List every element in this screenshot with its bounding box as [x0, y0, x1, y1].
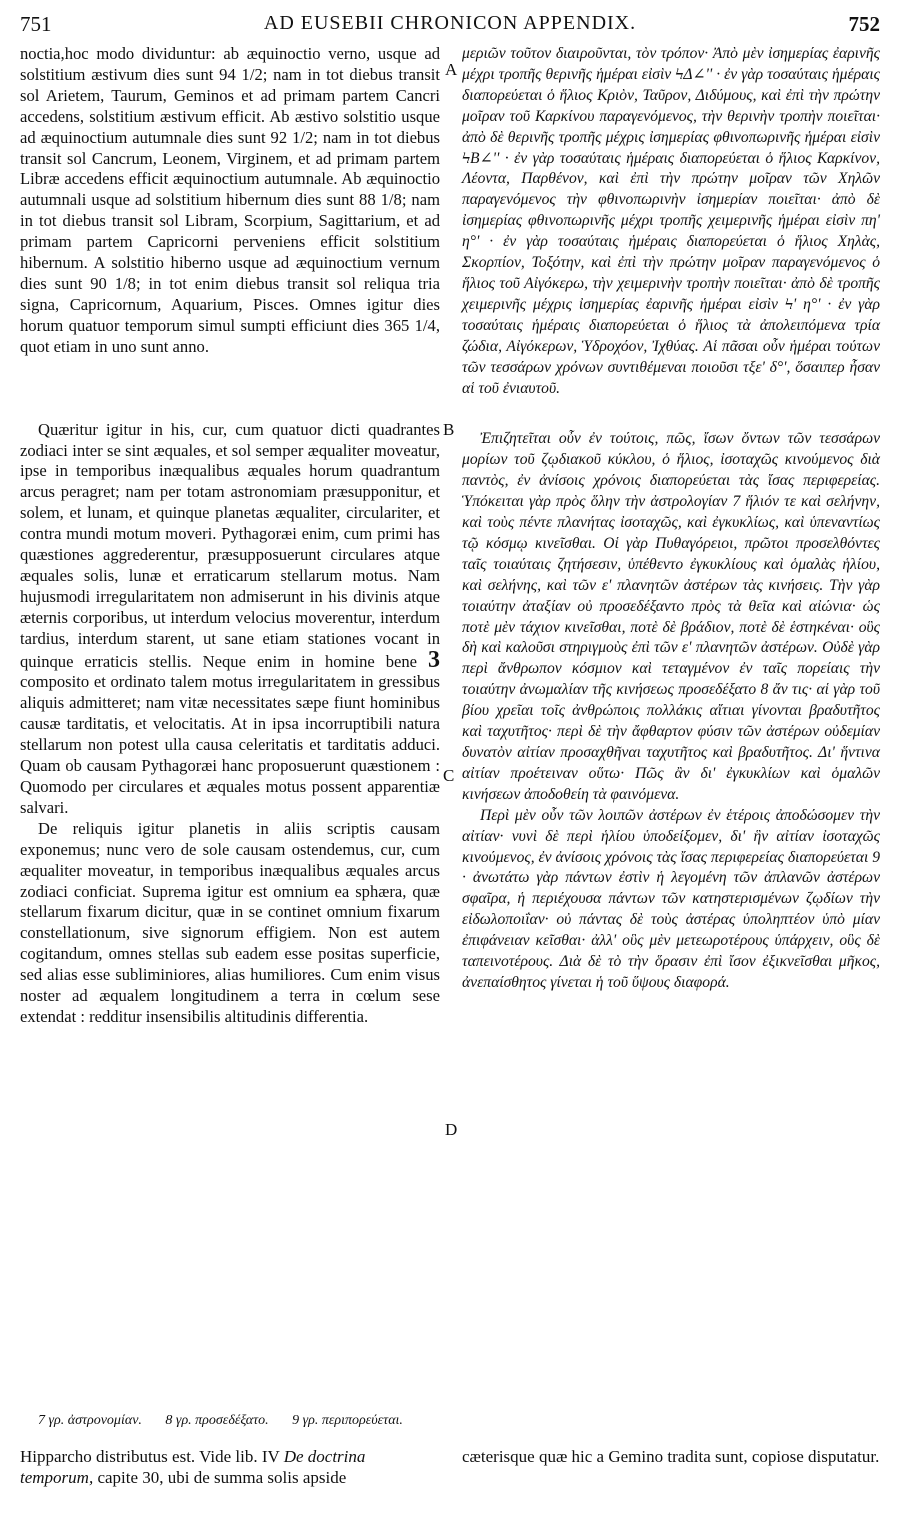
running-title: AD EUSEBII CHRONICON APPENDIX.: [263, 12, 637, 34]
greek-paragraph-2: Ἐπιζητεῖται οὖν ἐν τούτοις, πῶς, ἴσων ὄντων τῶν τεσσάρων μορίων τοῦ ζῳδιακοῦ κύκλου, ὁ ἥλιος, ἰσοταχῶς κινούμενος διὰ παντὸς, ἐν ἀνίσοις χρόνοις διαπορεύεται τὰς ἴσας περιφερείας. Ὑπόκειται γὰρ πρὸς ὅλην τὴν ἀστρολογίαν 7 ἥλιόν τε καὶ σελήνην, καὶ τοὺς πέντε πλανήτας ἰσοταχῶς, καὶ ἐγκυκλίως, καὶ ὑπεναντίως τῷ κόσμῳ κινεῖσθαι. Οἱ γὰρ Πυθαγόρειοι, πρῶτοι προσελθόντες ταῖς τοιαύταις ζητήσεσιν, ὑπέθεντο ἐγκυκλίους καὶ ὁμαλὰς ἡλίου, καὶ σελήνης, καὶ τῶν ε' πλανητῶν ἀστέρων τὰς κινήσεις. Τὴν γὰρ τοιαύτην ἀταξίαν οὐ προσεδέξαντο πρὸς τὰ θεῖα καὶ αἰώνια· ὡς ποτὲ μὲν τάχιον κινεῖσθαι, ποτὲ δὲ βράδιον, ποτὲ δὲ ἑστηκέναι· οὓς δὴ καὶ καλοῦσι στηριγμοὺς ἐπὶ τῶν ε' πλανητῶν ἀστέρων. Οὐδὲ γὰρ περὶ ἄνθρωπον κόσμιον καὶ τεταγμένον ἐν ταῖς πορείαις τὴν τοιαύτην ἀνωμαλίαν τῆς κινήσεως προσεδέξατο 8 ἄν τις· αἱ γὰρ τοῦ βίου χρεῖαι τοῖς ἀνθρώποις πολλάκις αἴτιαι γίνονται βραδυτῆτος καὶ ταχυτῆτος· περὶ δὲ τὴν ἄφθαρτον φύσιν τῶν ἀστέρων οὐδεμίαν δυνατὸν αἰτίαν προσαχθῆναι ταχυτῆτος καὶ βραδυτῆτος. Δι' ἥντινα αἰτίαν προέτειναν οὕτω· Πῶς ἂν δι' ἐγκυκλίων καὶ ὁμαλῶν κινήσεων ἀποδοθείη τὰ φαινόμενα.: [462, 430, 880, 803]
page-number-left: 751: [20, 12, 52, 36]
greek-column: [462, 44, 880, 994]
latin-paragraph-2: [20, 420, 440, 819]
greek-paragraph-1: μεριῶν τοῦτον διαιροῦνται, τὸν τρόπον· Ἀπὸ μὲν ἰσημερίας ἐαρινῆς μέχρι τροπῆς θερινῆς ἡμέραι εἰσὶν ϞΔ∠'' · ἐν γὰρ τοσαύταις ἡμέραις διαπορεύεται ὁ ἥλιος Κριὸν, Ταῦρον, Διδύμους, καὶ ἐπὶ τὴν πρώτην μοῖραν τοῦ Καρκίνου παραγενόμενος, τὴν θερινὴν τροπὴν ποιεῖται· ἀπὸ δὲ θερινῆς τροπῆς μέχρις ἰσημερίας φθινοπωρινῆς ἡμέραι εἰσὶν ϞΒ∠'' · ἐν γὰρ τοσαύταις ἡμέραις διαπορεύεται ὁ ἥλιος Καρκίνον, Λέοντα, Παρθένον, καὶ ἐπὶ τὴν πρώτην μοῖραν τῶν Χηλῶν παραγενόμενος τὴν φθινοπωρινὴν ἰσημερίαν ποιεῖται· ἀπὸ δὲ ἰσημερίας φθινοπωρινῆς μέχρι τροπῆς χειμερινῆς ἡμέραι εἰσὶν πη' η°' · ἐν γὰρ τοσαύταις ἡμέραις διαπορεύεται ὁ ἥλιος Χηλὰς, Σκορπίον, Τοξότην, καὶ ἐπὶ τὴν πρώτην μοῖραν παραγενόμενος ὁ ἥλιος τοῦ Αἰγόκερω, τὴν χειμερινὴν τροπὴν ποιεῖται· ἀπὸ δὲ τροπῆς χειμερινῆς μέχρις ἰσημερίας ἐαρινῆς ἡμέραι εἰσὶν Ϟ' η°' · ἐν γὰρ τοσαύταις ἡμέραις διαπορεύεται ὁ ἥλιος τὰ ἀπολειπόμενα τρία ζώδια, Αἰγόκερων, Ὑδροχόον, Ἰχθύας. Αἱ πᾶσαι οὖν ἡμέραι τούτων τῶν τεσσάρων χρόνων συντιθέμεναι ποιοῦσι τξε' δ°', ὅσαιπερ ἦσαν αἱ τοῦ ἐνιαυτοῦ.: [462, 45, 880, 397]
bottom-note-left: [20, 1446, 440, 1488]
bottom-note-left-a: Hipparcho distributus est. Vide lib. IV: [20, 1447, 284, 1466]
footnotes: [38, 1413, 423, 1429]
greek-gap: [462, 399, 880, 429]
bottom-note-right: cæterisque quæ hic a Gemino tradita sunt, copiose disputatur.: [462, 1447, 880, 1466]
margin-letter-c: C: [443, 766, 455, 785]
footnote-7: 7 γρ. ἀστρονομίαν.: [38, 1413, 142, 1428]
latin-paragraph-2a: Quæritur igitur in his, cur, cum quatuor dicti quadrantes zodiaci inter se sint æquales, et sol semper æqualiter moveatur, ipse in temporibus inæqualibus æquales horum quadrantum arcus peragret; nam per totam astronomiam præsupponitur, et solem, et lunam, et quinque planetas æqualiter, circulariter, et contra mundi motum moveri. Pythagoræi enim, cum primi has quæstiones aggrederentur, præsupposuerunt circulares atque æquales solis, lunæ et erraticarum stellarum motus. Nam hujusmodi irregularitatem non admiserunt in his divinis atque æternis corporibus, ut interdum velocius moverentur, interdum tardius, interdum starent, ut sane etiam stationes vocant in quinque erraticis stellis. Neque enim in homine bene: [20, 419, 440, 671]
latin-paragraph-2b: composito et ordinato talem motus irregularitatem in gressibus aliquis admitteret; nam vitæ necessitates sæpe fiunt hominibus causæ tarditatis, et velocitatis. At in ipsa incorruptibili natura stellarum non potest ulla causa celeritatis et tarditatis adduci. Quam ob causam Pythagoræi hanc proposuerunt quæstionem : Quomodo per circulares et æquales motus possent apparentiæ salvari.: [20, 672, 440, 817]
margin-letter-a: A: [445, 60, 458, 79]
margin-letter-b: B: [443, 420, 455, 439]
margin-letter-d: D: [445, 1120, 458, 1139]
page-header: [20, 12, 880, 40]
page-number-right: 752: [848, 12, 880, 36]
bottom-note-left-b: capite 30, ubi de summa solis apside: [93, 1468, 347, 1487]
latin-paragraph-1: noctia,hoc modo dividuntur: ab æquinoctio verno, usque ad solstitium æstivum dies sunt 94 1/2; nam in tot diebus transit sol Arietem, Taurum, Geminos et ad primam partem Cancri accedens, solstitium æstivum efficit. Ab æstivo solstitio usque ad æquinoctium autumnale dies sunt 92 1/2; nam in tot diebus transit sol Cancrum, Leonem, Virginem, et ad primam partem Libræ accedens efficit æquinoctium autumnale. Ab æquinoctio autumnali usque ad solstitium hibernum dies sunt 88 1/8; nam in tot diebus transit sol Libram, Scorpium, Sagittarium, et ad primam partem Capricorni perveniens efficit solstitium hibernum. A solstitio hiberno usque ad æquinoctium vernum dies sunt 90 1/8; in tot enim diebus transit sol reliqua tria signa, Capricornum, Aquarium, Pisces. Omnes igitur dies horum quatuor temporum simul sumpti efficiunt dies 365 1/4, quot etiam in uno sunt anno.: [20, 44, 440, 356]
section-mark-3: 3: [428, 646, 440, 673]
footnote-9: 9 γρ. περιπορεύεται.: [292, 1413, 403, 1428]
greek-paragraph-3: Περὶ μὲν οὖν τῶν λοιπῶν ἀστέρων ἐν ἑτέροις ἀποδώσομεν τὴν αἰτίαν· νυνὶ δὲ περὶ ἡλίου ὑποδείξομεν, δι' ἣν αἰτίαν ἰσοταχῶς κινούμενος, ἐν ἀνίσοις χρόνοις τὰς ἴσας περιφερείας διαπορεύεται 9 · ἀνωτάτω γὰρ πάντων ἐστὶν ἡ λεγομένη τῶν ἀπλανῶν ἀστέρων σφαῖρα, ἡ περιέχουσα πάντων τῶν κατηστερισμένων ζῳδίων τὴν εἰδωλοποιΐαν· οὐ πάντας δὲ τοὺς ἀστέρας ὑποληπτέον ὑπὸ μίαν ἐπιφάνειαν κεῖσθαι· ἀλλ' οὓς μὲν μετεωροτέρους ὑπάρχειν, οὓς δὲ ταπεινοτέρους. Διὰ δὲ τὸ τὴν ὅρασιν ἐπὶ ἴσον ἐξικνεῖσθαι μῆκος, ἀνεπαίσθητος γίνεται ἡ τοῦ ὕψους διαφορά.: [462, 806, 880, 991]
latin-paragraph-3: De reliquis igitur planetis in aliis scriptis causam exponemus; nunc vero de sole causam ostendemus, cur, cum æqualiter moveatur, in temporibus inæqualibus æquales arcus zodiaci conficiat. Suprema igitur est omnium ea sphæra, quæ stellarum fixarum dicitur, quæ in se continet omnium fixarum constellationum, sive signorum effigiem. Non est autem cogitandum, omnes stellas sub eadem esse positas superficie, sed alias esse subliminiores, alias humiliores. Cum enim visus noster ad æqualem longitudinem a terra in cœlum sese extendat : redditur insensibilis altitudinis differentia.: [20, 818, 440, 1026]
footnote-8: 8 γρ. προσεδέξατο.: [165, 1413, 269, 1428]
latin-gap: [20, 358, 440, 420]
bottom-note-left-title: De doctrina temporum,: [20, 1447, 366, 1487]
latin-column: [20, 44, 440, 1028]
